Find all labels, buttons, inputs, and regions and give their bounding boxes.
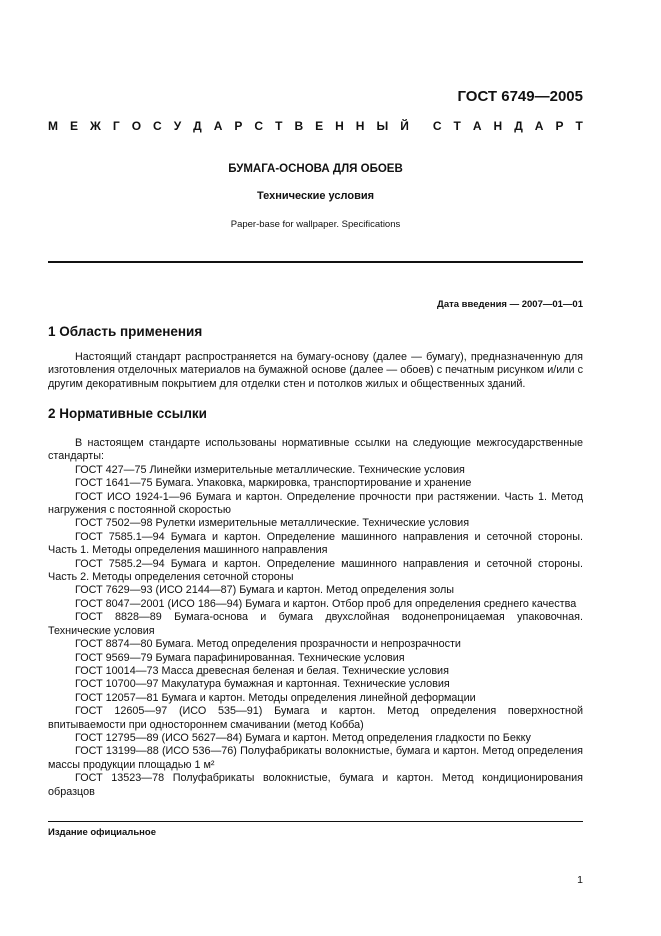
reference-item: ГОСТ 13523—78 Полуфабрикаты волокнистые, бумага и картон. Метод кондиционирования образцов [48, 772, 583, 798]
reference-item: ГОСТ 10014—73 Масса древесная беленая и белая. Технические условия [75, 664, 449, 677]
reference-item: ГОСТ 7585.1—94 Бумага и картон. Определение машинного направления и сеточной стороны. Часть 1. Методы определения машинного направления [48, 530, 583, 557]
normative-references-list [48, 437, 583, 799]
reference-item: ГОСТ 12605—97 (ИСО 535—91) Бумага и картон. Метод определения поверхностной впитываемости при одностороннем смачивании (метод Кобба) [48, 705, 583, 731]
section-1-body [48, 351, 583, 391]
section-1-heading: 1 Область применения [48, 324, 203, 339]
heading-letter: С [254, 119, 264, 133]
reference-item: ГОСТ 7585.2—94 Бумага и картон. Определение машинного направления и сеточной стороны. Часть 2. Методы определения сеточной стороны [48, 557, 583, 584]
introduction-date: Дата введения — 2007—01—01 [437, 299, 583, 310]
heading-letter: А [213, 119, 223, 133]
document-subtitle: Технические условия [256, 190, 375, 202]
heading-letter: С [432, 119, 442, 133]
document-title: БУМАГА-ОСНОВА ДЛЯ ОБОЕВ [228, 163, 403, 175]
references-intro: В настоящем стандарте использованы нормативные ссылки на следующие межгосударственные стандарты: [48, 437, 583, 463]
reference-item: ГОСТ 12795—89 (ИСО 5627—84) Бумага и картон. Метод определения гладкости по Бекку [75, 731, 531, 744]
heading-letter: Н [493, 119, 503, 133]
heading-letter: У [173, 119, 182, 133]
heading-letter: А [472, 119, 482, 133]
page-number: 1 [577, 874, 583, 886]
reference-item: ГОСТ 10700—97 Макулатура бумажная и картонная. Технические условия [75, 678, 450, 691]
reference-item: ГОСТ 1641—75 Бумага. Упаковка, маркировка, транспортирование и хранение [75, 477, 472, 490]
heading-letter: Ы [376, 119, 389, 133]
heading-letter: Р [234, 119, 243, 133]
reference-item: ГОСТ 7502—98 Рулетки измерительные металлические. Технические условия [75, 517, 470, 530]
english-title: Paper-base for wallpaper. Specifications [230, 219, 401, 230]
heading-letter: В [294, 119, 304, 133]
heading-letter: Т [453, 119, 461, 133]
reference-item: ГОСТ 8828—89 Бумага-основа и бумага двухслойная водонепроницаемая упаковочная. Технические условия [48, 611, 583, 637]
heading-letter: Т [575, 119, 583, 133]
reference-item: ГОСТ 8874—80 Бумага. Метод определения прозрачности и непрозрачности [75, 638, 461, 651]
official-edition-label: Издание официальное [48, 827, 156, 838]
reference-item: ГОСТ ИСО 1924-1—96 Бумага и картон. Определение прочности при растяжении. Часть 1. Метод нагружения с постоянной скоростью [48, 490, 583, 517]
heading-letter: Й [400, 119, 409, 133]
heading-letter: О [131, 119, 142, 133]
heading-letter: Ж [90, 119, 101, 133]
heading-letter: Д [514, 119, 523, 133]
heading-letter: М [48, 119, 58, 133]
heading-letter: Д [193, 119, 202, 133]
heading-letter: С [153, 119, 162, 133]
heading-letter: Н [355, 119, 365, 133]
reference-item: ГОСТ 13199—88 (ИСО 536—76) Полуфабрикаты волокнистые, бумага и картон. Метод определения массы продукции площадью 1 м² [48, 745, 583, 771]
heading-letter: Н [335, 119, 344, 133]
heading-letter: Е [70, 119, 79, 133]
reference-item: ГОСТ 9569—79 Бумага парафинированная. Технические условия [75, 651, 405, 664]
reference-item: ГОСТ 427—75 Линейки измерительные металлические. Технические условия [75, 463, 465, 476]
document-code: ГОСТ 6749—2005 [457, 88, 583, 105]
interstate-standard-heading [48, 119, 583, 133]
reference-item: ГОСТ 12057—81 Бумага и картон. Методы определения линейной деформации [75, 691, 476, 704]
section-2-heading: 2 Нормативные ссылки [48, 406, 207, 421]
heading-letter: Е [315, 119, 324, 133]
reference-item: ГОСТ 8047—2001 (ИСО 186—94) Бумага и картон. Отбор проб для определения среднего качества [75, 597, 577, 610]
heading-letter: А [534, 119, 544, 133]
footer-divider [48, 821, 583, 822]
heading-letter: Г [112, 119, 120, 133]
header-divider [48, 261, 583, 263]
reference-item: ГОСТ 7629—93 (ИСО 2144—87) Бумага и картон. Метод определения золы [75, 584, 455, 597]
section-1-paragraph: Настоящий стандарт распространяется на бумагу-основу (далее — бумагу), предназначенную для изготовления отделочных материалов на бумажной основе (далее — обоев) с печатным рисунком и/или с другим декоративным покрытием для отделки стен и потолков жилых и общественных зданий. [48, 351, 583, 390]
heading-letter: Т [275, 119, 283, 133]
heading-letter: Р [555, 119, 564, 133]
